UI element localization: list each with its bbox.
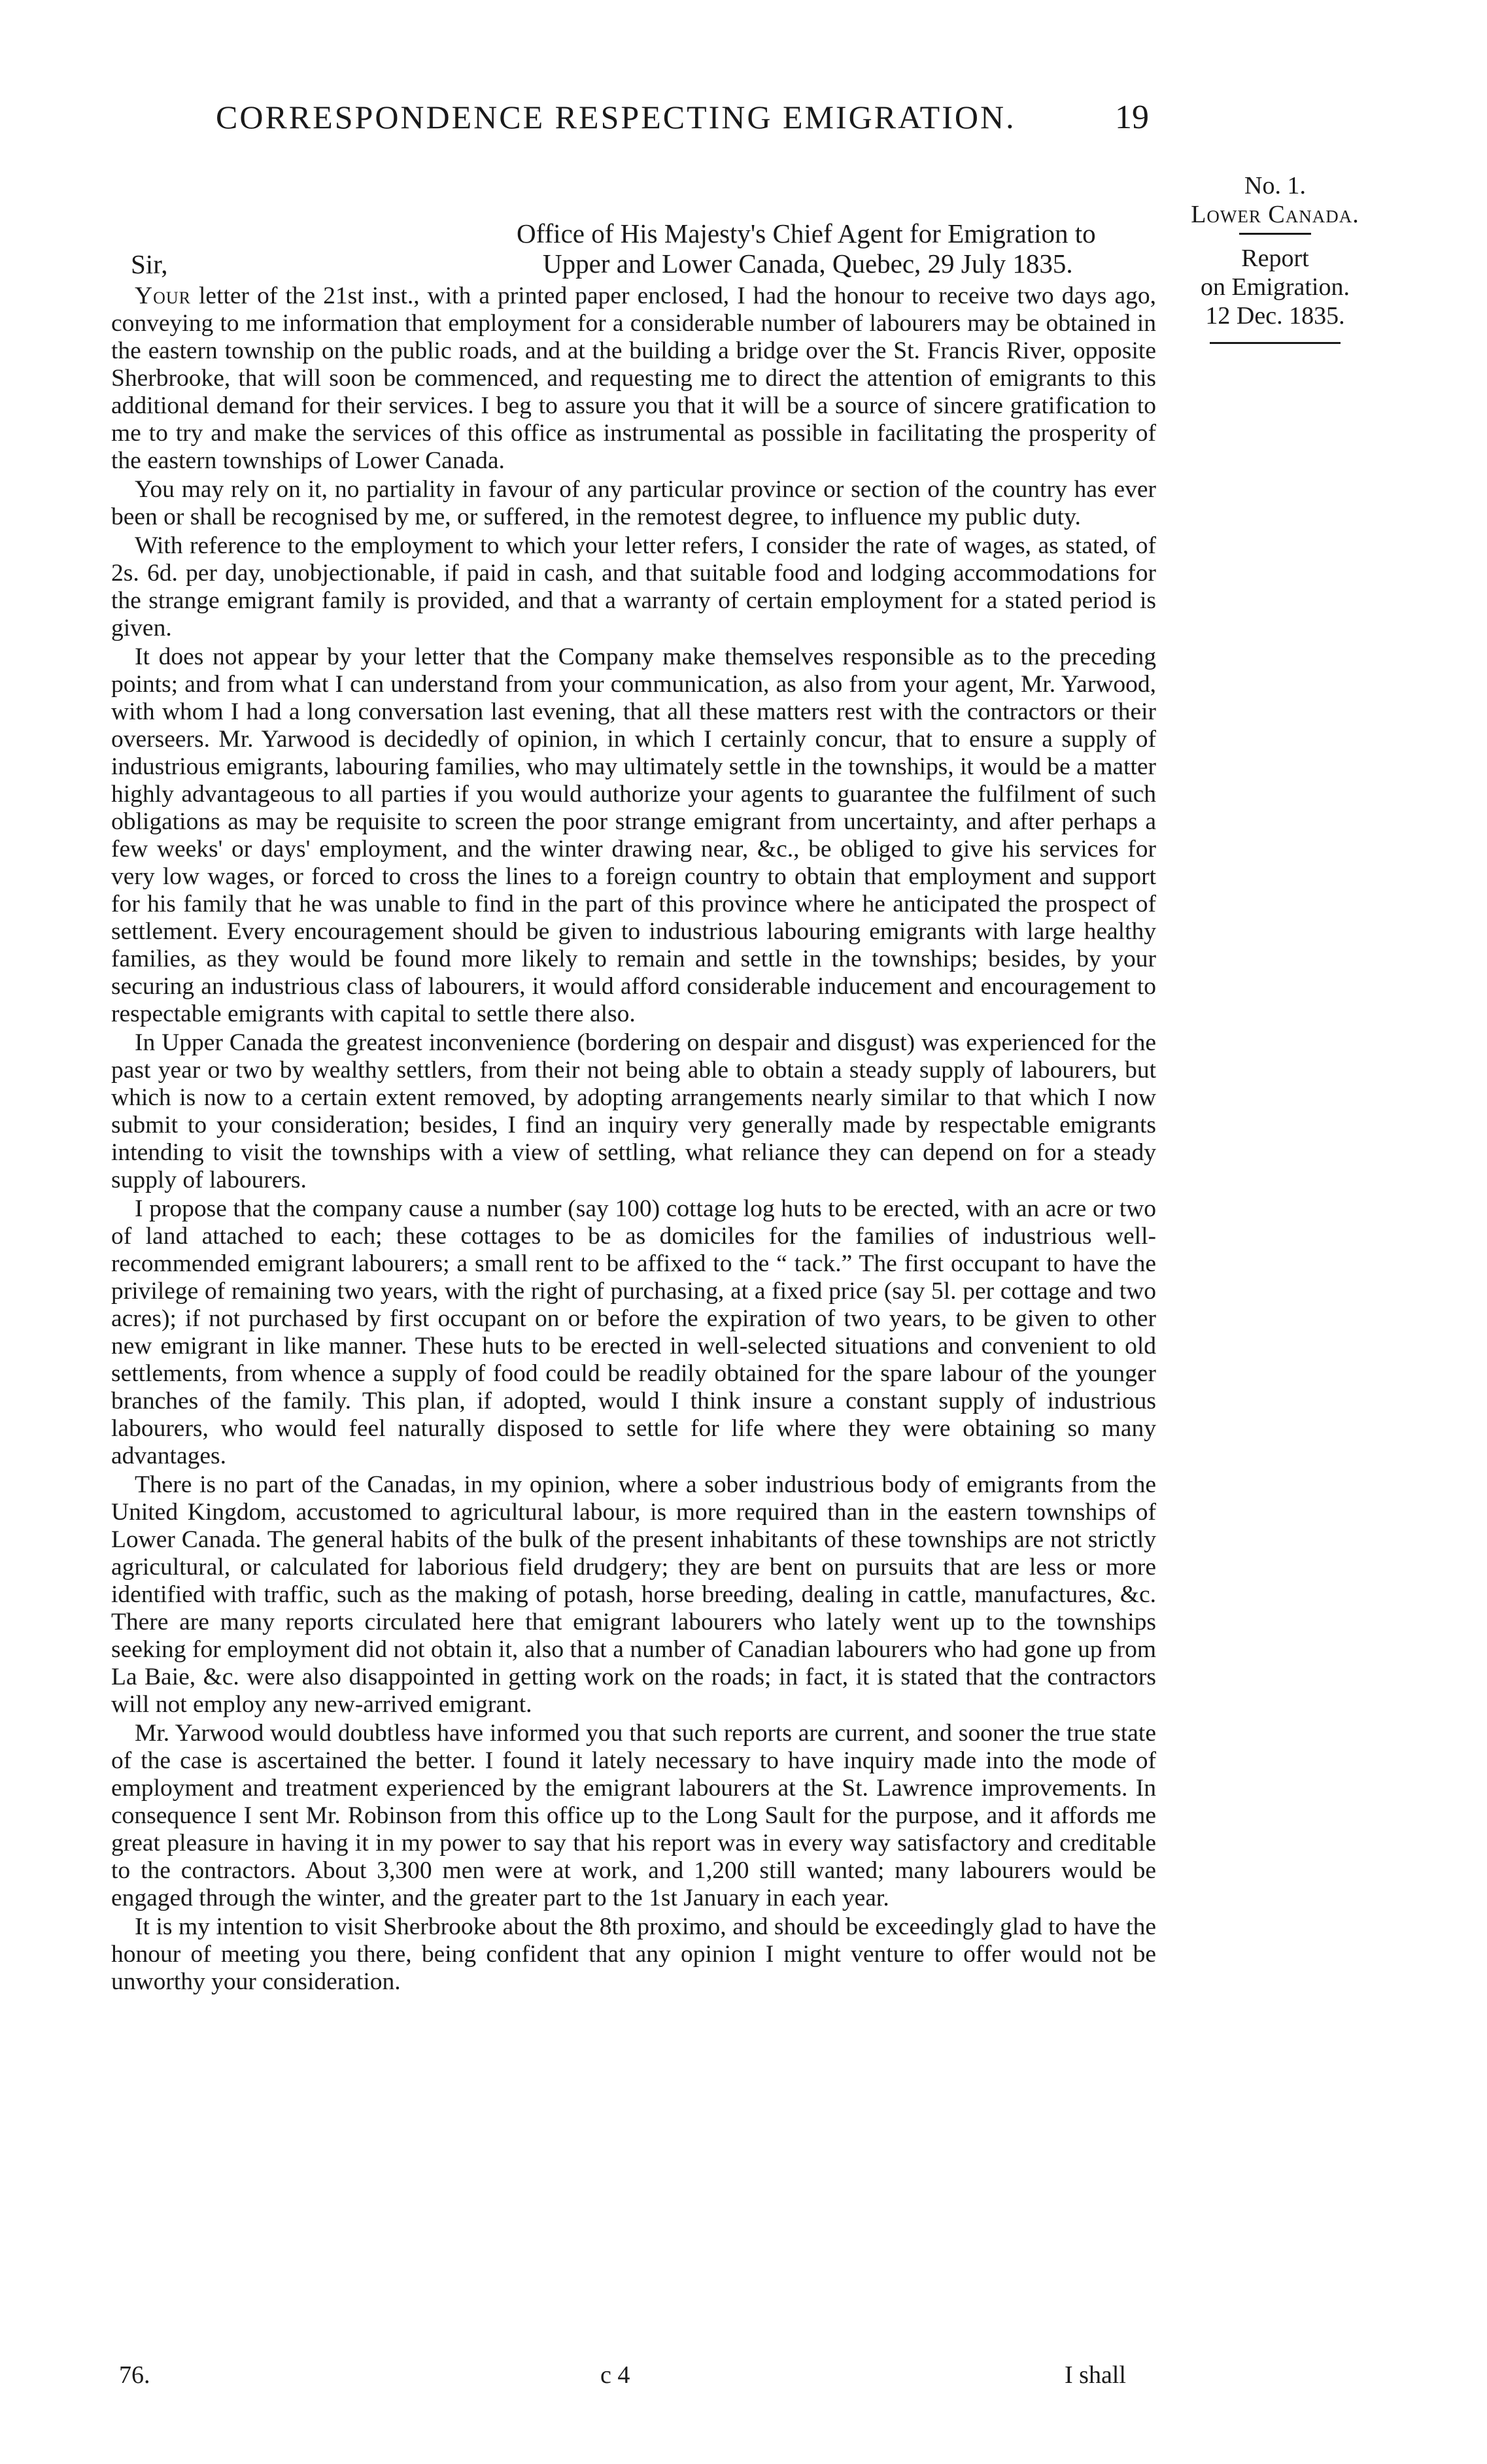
dateline-line2: Upper and Lower Canada, Quebec, 29 July 1835.: [543, 248, 1073, 279]
paragraph-7: There is no part of the Canadas, in my opinion, where a sober industrious body of emigrants from the United Kingdom, accustomed to agricultural labour, is more required than in the eastern townships of Lower Canada. The general habits of the bulk of the present inhabitants of these townships are not strictly agricultural, or calculated for laborious field drudgery; they are bent on pursuits that are less or more identified with traffic, such as the making of potash, horse breeding, dealing in cattle, manufactures, &c. There are many reports circulated here that emigrant labourers who lately went up to the townships seeking for employment did not obtain it, also that a number of Canadian labourers who had gone up from La Baie, &c. were also disappointed in getting work on the roads; in fact, it is stated that the contractors will not employ any new-arrived emigrant.: [111, 1471, 1156, 1718]
letter-dateline: [517, 218, 1144, 279]
paragraph-4: It does not appear by your letter that the Company make themselves responsible as to the preceding points; and from what I can understand from your communication, as also from your agent, Mr. Yarwood, with whom I had a long conversation last evening, that all these matters rest with the contractors or their overseers. Mr. Yarwood is decidedly of opinion, in which I certainly concur, that to ensure a supply of industrious emigrants, labouring families, who may ultimately settle in the townships, it would be a matter highly advantageous to all parties if you would authorize your agents to guarantee the fulfilment of such obligations as may be requisite to screen the poor strange emigrant from uncertainty, and after perhaps a few weeks' or days' employment, and the winter drawing near, &c., be obliged to give his services for very low wages, or forced to cross the lines to a foreign country to obtain that employment and support for his family that he was unable to find in the part of this province where he anticipated the prospect of settlement. Every encouragement should be given to industrious labouring emigrants with large healthy families, as they would be found more likely to remain and settle in the townships; besides, by your securing an industrious class of labourers, it would afford considerable inducement and encouragement to respectable emigrants with capital to settle there also.: [111, 643, 1156, 1027]
margin-note-label-line1: Report: [1241, 245, 1309, 272]
page-footer: [0, 2361, 1487, 2400]
paragraph-9: It is my intention to visit Sherbrooke about the 8th proximo, and should be exceedingly glad to have the honour of meeting you there, being confident that any opinion I might venture to offer would not be unworthy your consideration.: [111, 1913, 1156, 1995]
margin-note: [1177, 171, 1373, 344]
paragraph-1-text: letter of the 21st inst., with a printed paper enclosed, I had the honour to receive two days ago, conveying to me information that employment for a considerable number of labourers may be obtained in the eastern township on the public roads, and at the building a bridge over the St. Francis River, opposite Sherbrooke, that will soon be commenced, and requesting me to direct the attention of emigrants to this additional demand for their services. I beg to assure you that it will be a source of sincere gratification to me to try and make the services of this office as instrumental as possible in facilitating the prosperity of the eastern townships of Lower Canada.: [111, 282, 1156, 474]
margin-note-label-line2: on Emigration.: [1201, 273, 1350, 301]
paragraph-3: With reference to the employment to which your letter refers, I consider the rate of wages, as stated, of 2s. 6d. per day, unobjectionable, if paid in cash, and that suitable food and lodging accommodations for the strange emigrant family is provided, and that a warranty of certain employment for a stated period is given.: [111, 532, 1156, 642]
margin-note-number: No. 1.: [1244, 172, 1306, 199]
opening-smallcaps: Your: [135, 282, 191, 309]
margin-note-date: 12 Dec. 1835.: [1205, 302, 1345, 330]
paragraph-5: In Upper Canada the greatest inconvenience (bordering on despair and disgust) was experienced for the past year or two by wealthy settlers, from their not being able to obtain a steady supply of labourers, but which is now to a certain extent removed, by adopting arrangements nearly similar to that which I now submit to your consideration; besides, I find an inquiry very generally made by respectable emigrants intending to visit the townships with a view of settling, what reliance they can depend on for a steady supply of labourers.: [111, 1029, 1156, 1193]
folio-mark: c 4: [600, 2361, 630, 2389]
paragraph-6: I propose that the company cause a number (say 100) cottage log huts to be erected, with an acre or two of land attached to each; these cottages to be as domiciles for the families of industrious well-recommended emigrant labourers; a small rent to be affixed to the “ tack.” The first occupant to have the privilege of remaining two years, with the right of purchasing, at a fixed price (say 5l. per cottage and two acres); if not purchased by first occupant on or before the expiration of two years, to be given to other new emigrant in like manner. These huts to be erected in well-selected situations and convenient to old settlements, from whence a supply of food could be readily obtained for the spare labour of the younger branches of the family. This plan, if adopted, would I think insure a constant supply of industrious labourers, who would feel naturally disposed to settle for life where they were obtaining so many advantages.: [111, 1195, 1156, 1469]
margin-rule-short: [1239, 233, 1311, 235]
paragraph-1: [111, 282, 1156, 475]
running-title: CORRESPONDENCE RESPECTING EMIGRATION.: [216, 99, 1016, 135]
catchword: I shall: [1065, 2361, 1126, 2389]
signature-mark: 76.: [119, 2361, 150, 2389]
paragraph-8: Mr. Yarwood would doubtless have informed you that such reports are current, and sooner the true state of the case is ascertained the better. I found it lately necessary to have inquiry made into the mode of employment and treatment experienced by the emigrant labourers at the St. Lawrence improvements. In consequence I sent Mr. Robinson from this office up to the Long Sault for the purpose, and it affords me great pleasure in having it in my power to say that his report was in every way satisfactory and creditable to the contractors. About 3,300 men were at work, and 1,200 still wanted; many labourers would be engaged through the winter, and the greater part to the 1st January in each year.: [111, 1720, 1156, 1911]
margin-note-province: Lower Canada.: [1191, 201, 1359, 228]
margin-rule-long: [1210, 342, 1341, 344]
letter-salutation: Sir,: [131, 249, 168, 279]
paragraph-2: You may rely on it, no partiality in favour of any particular province or section of the country has ever been or shall be recognised by me, or suffered, in the remotest degree, to influence my public duty.: [111, 476, 1156, 530]
dateline-line1: Office of His Majesty's Chief Agent for Emigration to: [517, 218, 1096, 248]
letter-body: [111, 282, 1156, 1997]
page-number: 19: [1115, 99, 1149, 136]
